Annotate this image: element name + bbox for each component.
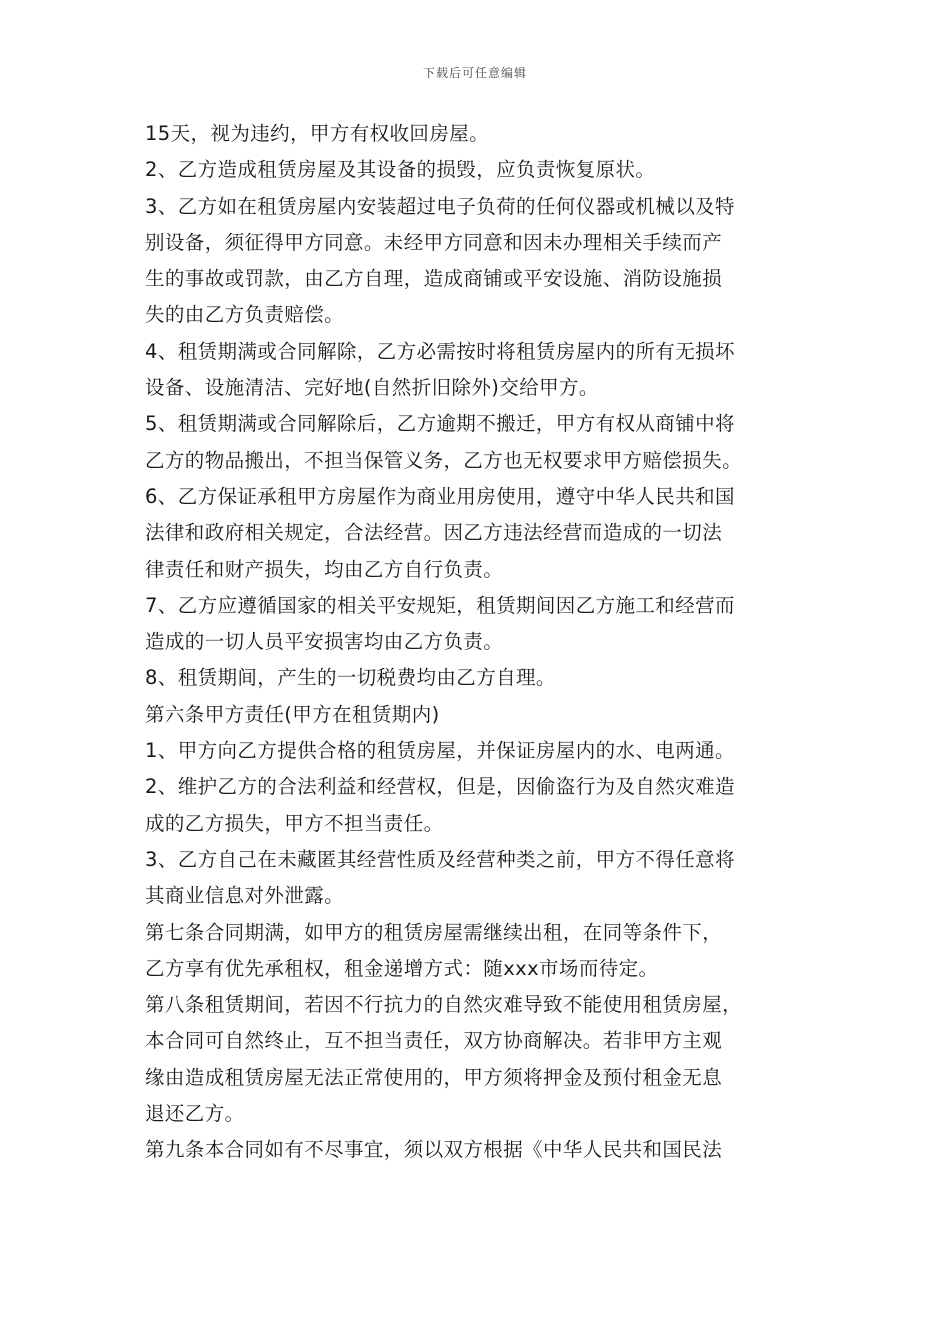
page-header: 下载后可任意编辑 (422, 66, 527, 80)
body-line: 法律和政府相关规定，合法经营。因乙方违法经营而造成的一切法 (145, 521, 723, 545)
body-line: 缘由造成租赁房屋无法正常使用的，甲方须将押金及预付租金无息 (145, 1065, 723, 1089)
body-line: 失的由乙方负责赔偿。 (145, 303, 345, 327)
body-line: 3、乙方自己在未藏匿其经营性质及经营种类之前，甲方不得任意将 (145, 847, 735, 871)
body-line: 第八条租赁期间，若因不行抗力的自然灾难导致不能使用租赁房屋， (145, 993, 743, 1017)
body-line: 生的事故或罚款，由乙方自理，造成商铺或平安设施、消防设施损 (145, 267, 723, 291)
body-line: 8、租赁期间，产生的一切税费均由乙方自理。 (145, 666, 556, 690)
body-line: 15天，视为违约，甲方有权收回房屋。 (145, 122, 490, 145)
body-line: 3、乙方如在租赁房屋内安装超过电子负荷的任何仪器或机械以及特 (145, 194, 735, 218)
body-line: 2、乙方造成租赁房屋及其设备的损毁，应负责恢复原状。 (145, 158, 656, 182)
body-line: 别设备，须征得甲方同意。未经甲方同意和因未办理相关手续而产 (145, 230, 723, 254)
body-line: 2、维护乙方的合法利益和经营权，但是，因偷盗行为及自然灾难造 (145, 775, 735, 799)
body-line: 第九条本合同如有不尽事宜，须以双方根据《中华人民共和国民法 (145, 1138, 723, 1162)
body-line: 5、租赁期满或合同解除后，乙方逾期不搬迁，甲方有权从商铺中将 (145, 412, 735, 436)
body-line: 造成的一切人员平安损害均由乙方负责。 (145, 630, 504, 654)
document-body (145, 116, 810, 1169)
body-line: 律责任和财产损失，均由乙方自行负责。 (145, 557, 504, 581)
body-line: 第七条合同期满，如甲方的租赁房屋需继续出租，在同等条件下， (145, 920, 723, 944)
body-line: 成的乙方损失，甲方不担当责任。 (145, 811, 444, 835)
body-line: 退还乙方。 (145, 1102, 245, 1126)
body-line: 1、甲方向乙方提供合格的租赁房屋，并保证房屋内的水、电两通。 (145, 739, 735, 763)
body-line: 乙方享有优先承租权，租金递增方式：随xxx市场而待定。 (145, 956, 659, 980)
body-line: 设备、设施清洁、完好地(自然折旧除外)交给甲方。 (145, 376, 599, 400)
body-line: 本合同可自然终止，互不担当责任，双方协商解决。若非甲方主观 (145, 1029, 723, 1053)
body-line: 7、乙方应遵循国家的相关平安规矩，租赁期间因乙方施工和经营而 (145, 593, 735, 617)
body-line: 6、乙方保证承租甲方房屋作为商业用房使用，遵守中华人民共和国 (145, 484, 735, 508)
body-line: 其商业信息对外泄露。 (145, 884, 345, 908)
body-line: 4、租赁期满或合同解除，乙方必需按时将租赁房屋内的所有无损坏 (145, 339, 735, 363)
body-line: 乙方的物品搬出，不担当保管义务，乙方也无权要求甲方赔偿损失。 (145, 448, 743, 472)
section-heading: 第六条甲方责任(甲方在租赁期内) (145, 702, 440, 726)
